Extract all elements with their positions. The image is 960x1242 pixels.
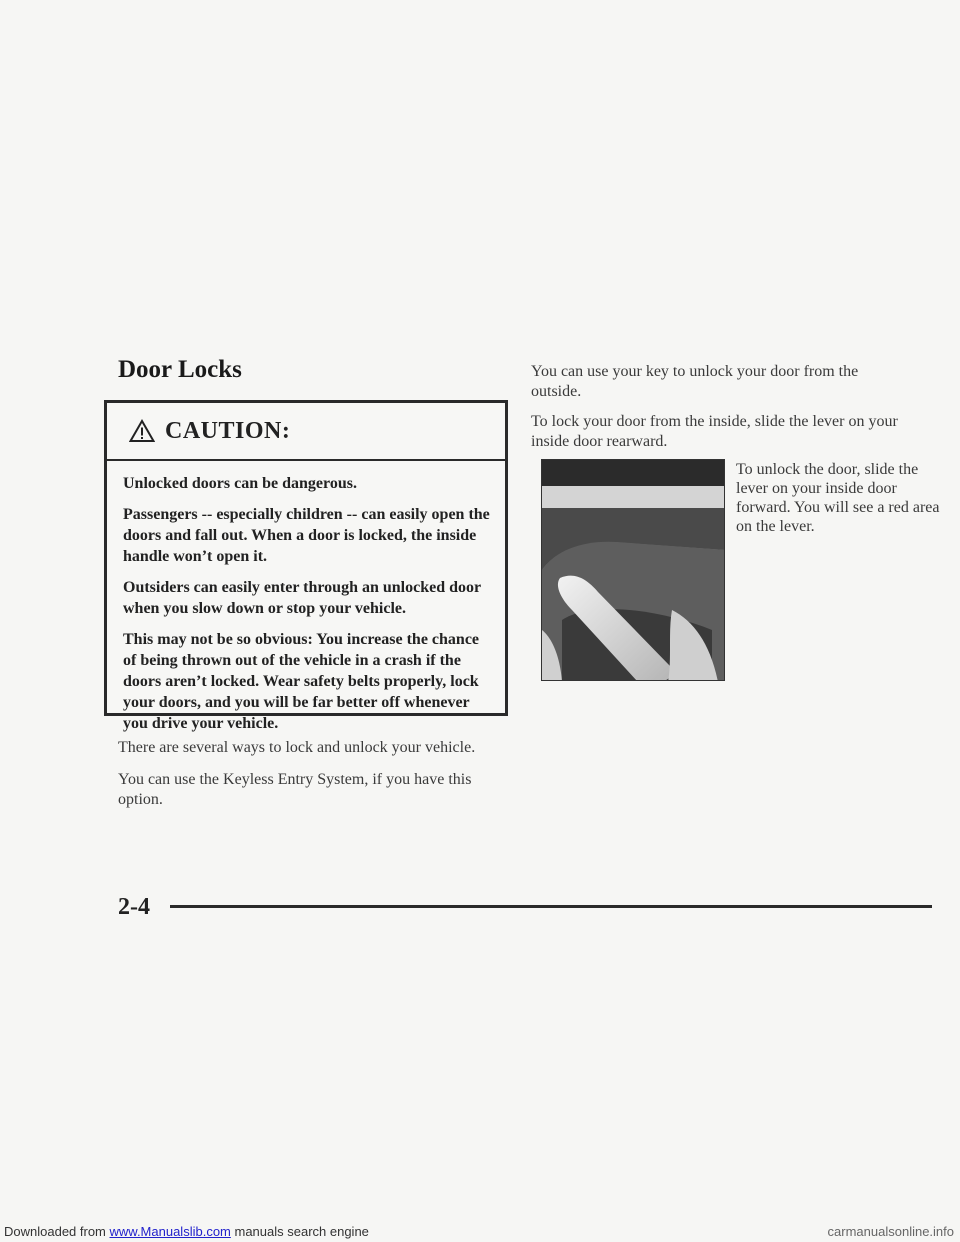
footer-rule <box>170 905 932 908</box>
caution-title: CAUTION: <box>165 417 291 444</box>
caution-paragraph: Outsiders can easily enter through an unlocked door when you slow down or stop your vehicle. <box>123 579 481 617</box>
watermark-text: carmanualsonline.info <box>827 1224 954 1239</box>
footer-prefix: Downloaded from <box>4 1224 110 1239</box>
caution-paragraph: Passengers -- especially children -- can easily open the doors and fall out. When a door is locked, the inside handle won’t open it. <box>123 506 490 565</box>
caution-body <box>107 461 505 734</box>
manualslib-link[interactable]: www.Manualslib.com <box>109 1224 231 1239</box>
page-number: 2-4 <box>118 894 150 920</box>
footer-source <box>4 1224 369 1239</box>
section-heading: Door Locks <box>118 356 242 383</box>
body-paragraph: You can use your key to unlock your door from the outside. <box>531 363 859 400</box>
body-paragraph: There are several ways to lock and unlock your vehicle. <box>118 739 476 756</box>
footer-suffix: manuals search engine <box>230 1224 369 1239</box>
caution-box <box>104 400 508 732</box>
body-paragraph: You can use the Keyless Entry System, if you have this option. <box>118 771 472 808</box>
caution-header <box>107 403 505 461</box>
body-paragraph: To lock your door from the inside, slide the lever on your inside door rearward. <box>531 413 898 450</box>
warning-triangle-icon <box>129 419 155 443</box>
caution-paragraph: This may not be so obvious: You increase the chance of being thrown out of the vehicle in a crash if the doors aren’t locked. Wear safety belts properly, lock your doors, and you will be far better off whenever you drive your vehicle. <box>123 631 480 732</box>
caution-paragraph: Unlocked doors can be dangerous. <box>123 475 357 492</box>
body-paragraph: To unlock the door, slide the lever on your inside door forward. You will see a red area on the lever. <box>736 461 940 535</box>
door-lock-lever-photo <box>541 459 725 681</box>
download-footer <box>0 1222 960 1242</box>
